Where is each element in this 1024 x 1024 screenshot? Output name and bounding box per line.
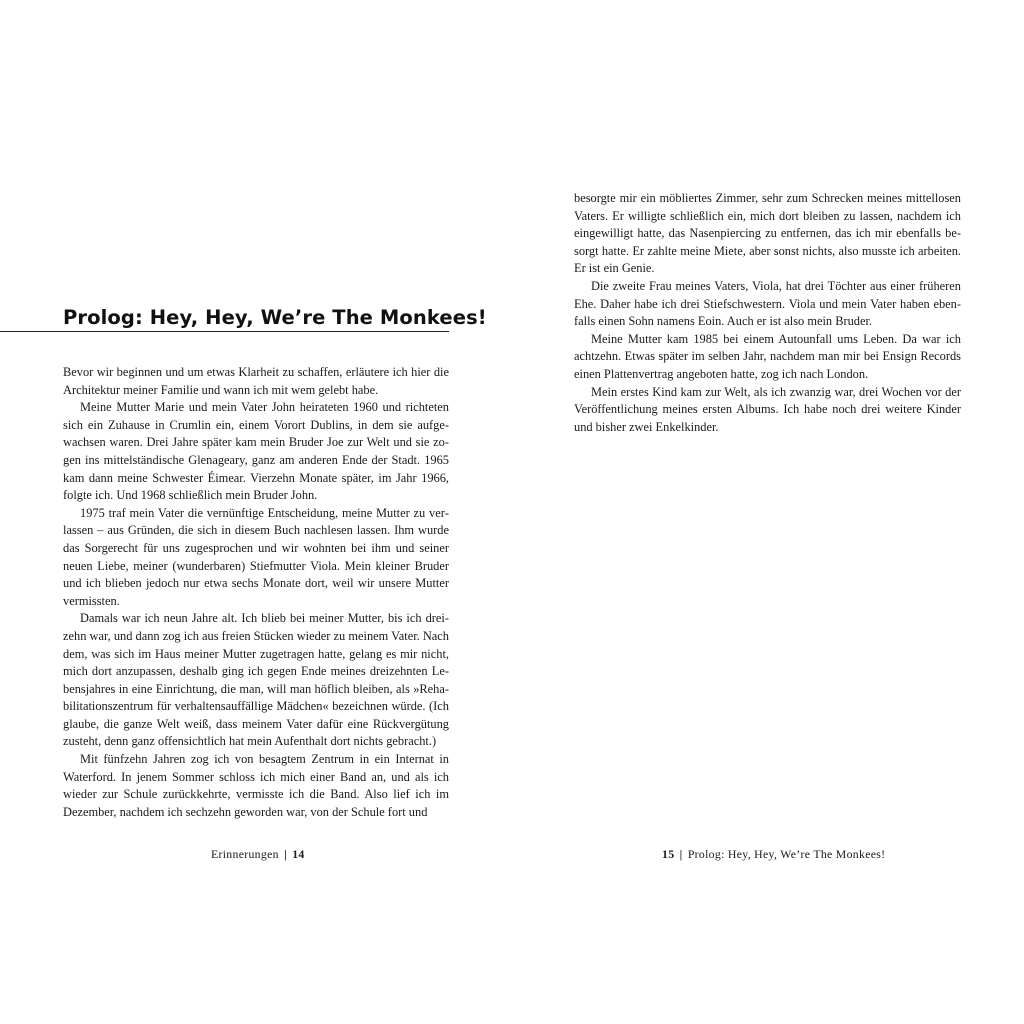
- paragraph: besorgte mir ein möbliertes Zimmer, sehr zum Schrecken meines mittellosen Vaters. Er willigte schließlich ein, mich dort bleiben zu lassen, nachdem ich eingewilligt hatte, das Nasenpiercing zu entfernen, das ich mir ebenfalls besorgt hatte. Er zahlte meine Miete, aber sonst nichts, also musste ich arbeiten. Er ist ein Genie.: [574, 191, 961, 276]
- page-number: 15: [662, 847, 675, 861]
- running-head: Prolog: Hey, Hey, We’re The Monkees!: [687, 847, 886, 861]
- chapter-title: Prolog: Hey, Hey, We’re The Monkees!: [63, 306, 487, 329]
- title-underline-rule: [0, 331, 449, 332]
- right-page: [512, 0, 1024, 1024]
- footer-separator: |: [284, 847, 287, 861]
- paragraph: Meine Mutter Marie und mein Vater John heirateten 1960 und richteten sich ein Zuhause in Crumlin ein, einem Vorort Dublins, in dem sie aufgewachsen waren. Drei Jahre später kam mein Bruder Joe zur Welt und sie zogen ins mittelständische Glenageary, ganz am anderen Ende der Stadt. 1965 kam dann meine Schwester Éimear. Vierzehn Monate später, im Jahr 1966, folgte ich. Und 1968 schließlich mein Bruder John.: [63, 400, 449, 503]
- paragraph: Bevor wir beginnen und um etwas Klarheit zu schaffen, erläutere ich hier die Architektur meiner Familie und wann ich mit wem gelebt habe.: [63, 365, 449, 397]
- right-page-footer: [662, 847, 885, 862]
- paragraph: 1975 traf mein Vater die vernünftige Entscheidung, meine Mutter zu verlassen – aus Gründen, die sich in diesem Buch nachlesen lassen. Ihm wurde das Sorgerecht für uns zugesprochen und wir wohnten bei ihm und seiner neuen Liebe, meiner (wunderbaren) Stiefmutter Viola. Mein kleiner Bruder und ich blieben jedoch nur etwa sechs Monate dort, weil wir unsere Mutter vermissten.: [63, 505, 449, 608]
- right-body-text: [574, 190, 961, 436]
- page-number: 14: [292, 847, 305, 861]
- left-page-footer: [211, 847, 305, 862]
- paragraph: Mit fünfzehn Jahren zog ich von besagtem Zentrum in ein Internat in Waterford. In jenem Sommer schloss ich mich einer Band an, und als ich wieder zur Schule zurückkehrte, vermisste ich die Band. Also lief ich im Dezember, nachdem ich sechzehn geworden war, von der Schule fort und: [63, 752, 449, 819]
- footer-separator: |: [679, 847, 683, 861]
- paragraph: Meine Mutter kam 1985 bei einem Autounfall ums Leben. Da war ich achtzehn. Etwas später im selben Jahr, nachdem man mir bei Ensign Records einen Plattenvertrag angeboten hatte, zog ich nach London.: [574, 331, 961, 381]
- paragraph: Die zweite Frau meines Vaters, Viola, hat drei Töchter aus einer früheren Ehe. Daher habe ich drei Stiefschwestern. Viola und mein Vater haben ebenfalls einen Sohn namens Eoin. Auch er ist also mein Bruder.: [574, 278, 961, 329]
- running-head: Erinnerungen: [211, 847, 279, 861]
- paragraph: Damals war ich neun Jahre alt. Ich blieb bei meiner Mutter, bis ich dreizehn war, und dann zog ich aus freien Stücken wieder zu meinem Vater. Nach dem, was sich im Haus meiner Mutter zugetragen hatte, gelang es mir nicht, mich dort anzupassen, deshalb ging ich gegen Ende meines dreizehnten Lebensjahres in eine Einrichtung, die man, will man höflich bleiben, als »Rehabilitationszentrum für verhaltensauffällige Mädchen« bezeichnen würde. (Ich glaube, die ganze Welt weiß, dass meinem Vater dafür eine Rückvergütung zusteht, denn ganz offensichtlich hat mein Aufenthalt dort nichts gebracht.): [63, 611, 449, 749]
- paragraph: Mein erstes Kind kam zur Welt, als ich zwanzig war, drei Wochen vor der Veröffentlichung meines ersten Albums. Ich habe noch drei weitere Kinder und bisher zwei Enkelkinder.: [574, 384, 961, 434]
- left-body-text: [63, 364, 449, 821]
